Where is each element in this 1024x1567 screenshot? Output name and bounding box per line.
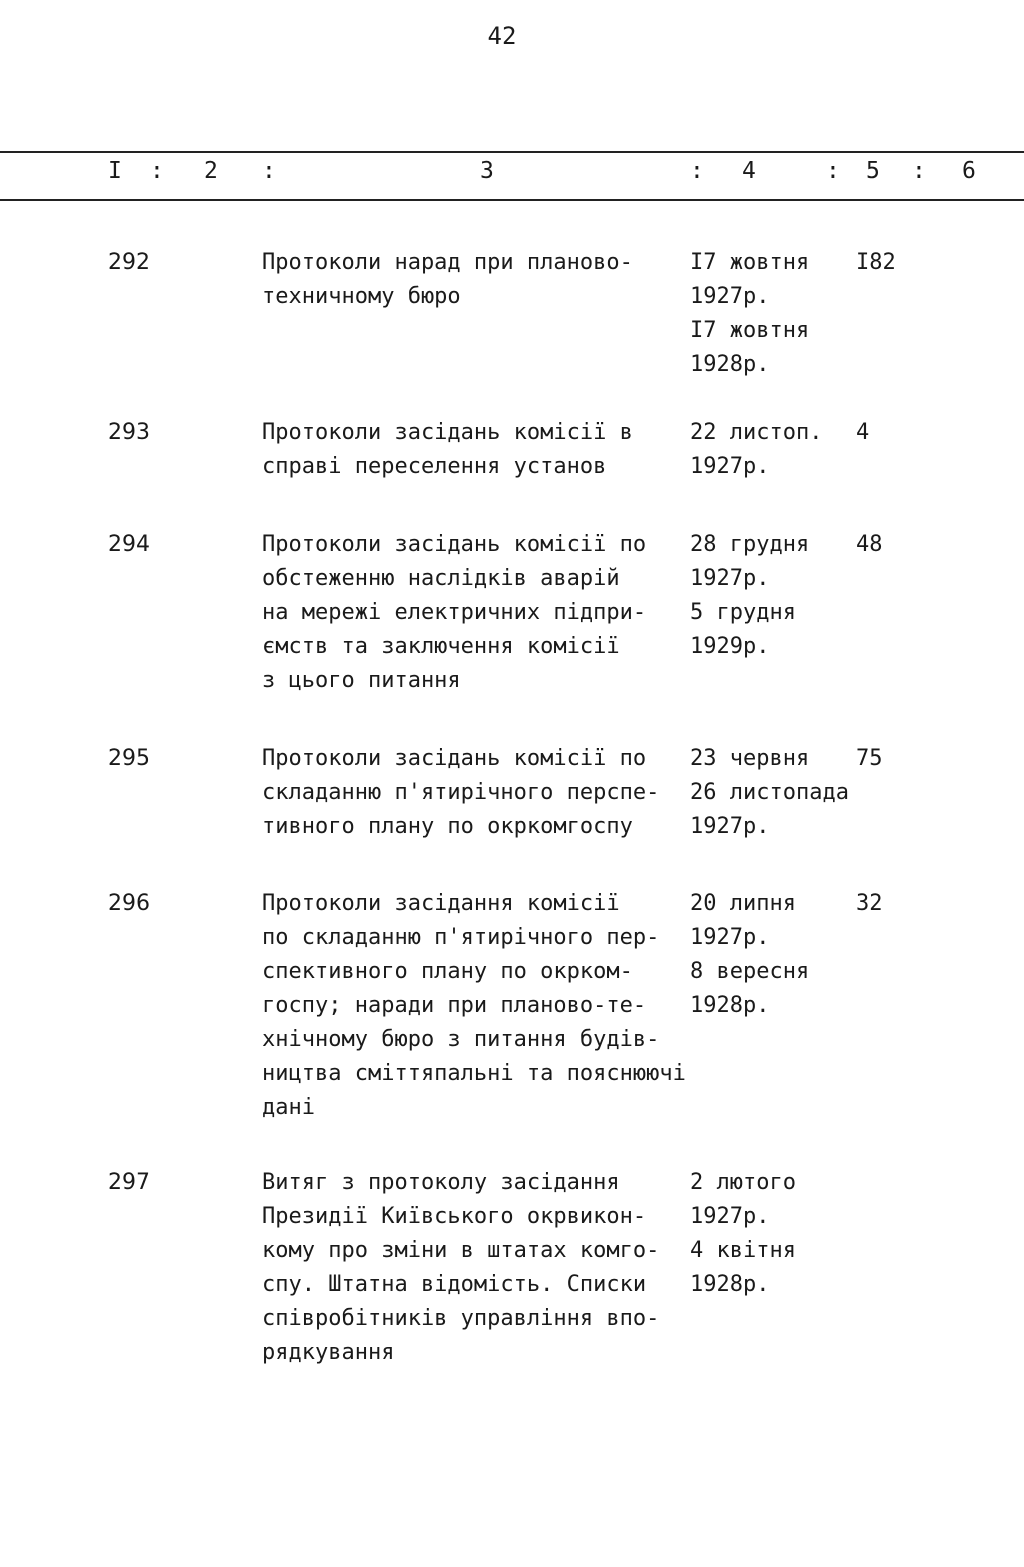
date-line: 1927р. xyxy=(690,566,770,591)
title-line: ємств та заключення комісії xyxy=(262,634,620,659)
title-line: з цього питання xyxy=(262,668,461,693)
title-line: Протоколи нарад при планово- xyxy=(262,250,633,275)
header-col-1: I xyxy=(108,158,122,184)
title-line: складанню п'ятирічного перспе- xyxy=(262,780,660,805)
record-number: 293 xyxy=(108,420,150,445)
table-header xyxy=(0,158,1024,188)
date-line: 1928р. xyxy=(690,993,770,1018)
page-number: 42 xyxy=(487,22,517,50)
record-dates xyxy=(690,1166,870,1302)
header-bottom-rule xyxy=(0,199,1024,201)
date-line: 5 грудня xyxy=(690,600,796,625)
date-line: 20 липня xyxy=(690,891,796,916)
record-sheets: 48 xyxy=(856,532,883,557)
date-line: 4 квітня xyxy=(690,1238,796,1263)
title-line: на мережі електричних підпри- xyxy=(262,600,647,625)
date-line: 1927р. xyxy=(690,1204,770,1229)
date-line: 1927р. xyxy=(690,925,770,950)
date-line: 1927р. xyxy=(690,284,770,309)
record-number: 294 xyxy=(108,532,150,557)
record-title xyxy=(262,246,692,314)
header-col-4: 4 xyxy=(742,158,756,184)
date-line: 1927р. xyxy=(690,814,770,839)
header-separator: : xyxy=(826,158,840,184)
date-line: 1927р. xyxy=(690,454,770,479)
title-line: техничному бюро xyxy=(262,284,461,309)
title-line: Протоколи засідань комісії в xyxy=(262,420,633,445)
title-line: рядкування xyxy=(262,1340,395,1365)
header-separator: : xyxy=(262,158,276,184)
title-line: спективного плану по окрком- xyxy=(262,959,633,984)
title-line: спу. Штатна відомість. Списки xyxy=(262,1272,647,1297)
date-line: I7 жовтня xyxy=(690,318,810,343)
date-line: 2 лютого xyxy=(690,1170,796,1195)
header-col-5: 5 xyxy=(866,158,880,184)
title-line: дані xyxy=(262,1095,315,1120)
title-line: Протоколи засідань комісії по xyxy=(262,532,647,557)
record-title xyxy=(262,887,692,1125)
title-line: Президії Київського окрвикон- xyxy=(262,1204,647,1229)
record-dates xyxy=(690,528,870,664)
header-separator: : xyxy=(150,158,164,184)
header-separator: : xyxy=(690,158,704,184)
record-sheets: 32 xyxy=(856,891,883,916)
record-number: 296 xyxy=(108,891,150,916)
date-line: 23 червня xyxy=(690,746,810,771)
title-line: ництва сміттяпальні та пояснюючі xyxy=(262,1061,686,1086)
header-col-2: 2 xyxy=(204,158,218,184)
title-line: госпу; наради при планово-те- xyxy=(262,993,647,1018)
date-line: I7 жовтня xyxy=(690,250,810,275)
record-title xyxy=(262,416,692,484)
record-dates xyxy=(690,742,870,844)
title-line: Витяг з протоколу засідання xyxy=(262,1170,620,1195)
record-dates xyxy=(690,887,870,1023)
date-line: 1929р. xyxy=(690,634,770,659)
title-line: Протоколи засідань комісії по xyxy=(262,746,647,771)
record-dates xyxy=(690,416,870,484)
record-number: 297 xyxy=(108,1170,150,1195)
record-sheets: 75 xyxy=(856,746,883,771)
title-line: кому про зміни в штатах комго- xyxy=(262,1238,660,1263)
date-line: 28 грудня xyxy=(690,532,810,557)
record-number: 292 xyxy=(108,250,150,275)
record-sheets: I82 xyxy=(856,250,896,275)
record-sheets: 4 xyxy=(856,420,870,445)
title-line: справі переселення установ xyxy=(262,454,607,479)
date-line: 1928р. xyxy=(690,1272,770,1297)
record-number: 295 xyxy=(108,746,150,771)
title-line: тивного плану по окркомгоспу xyxy=(262,814,633,839)
title-line: співробітників управління впо- xyxy=(262,1306,660,1331)
header-separator: : xyxy=(912,158,926,184)
record-title xyxy=(262,1166,692,1370)
date-line: 8 вересня xyxy=(690,959,810,984)
record-dates xyxy=(690,246,870,382)
record-title xyxy=(262,528,692,698)
date-line: 26 листопада xyxy=(690,780,849,805)
header-col-6: 6 xyxy=(962,158,976,184)
title-line: хнічному бюро з питання будів- xyxy=(262,1027,660,1052)
record-title xyxy=(262,742,692,844)
title-line: обстеженню наслідків аварій xyxy=(262,566,620,591)
title-line: по складанню п'ятирічного пер- xyxy=(262,925,660,950)
date-line: 22 листоп. xyxy=(690,420,823,445)
title-line: Протоколи засідання комісії xyxy=(262,891,620,916)
header-top-rule xyxy=(0,151,1024,153)
header-col-3: 3 xyxy=(480,158,494,184)
date-line: 1928р. xyxy=(690,352,770,377)
